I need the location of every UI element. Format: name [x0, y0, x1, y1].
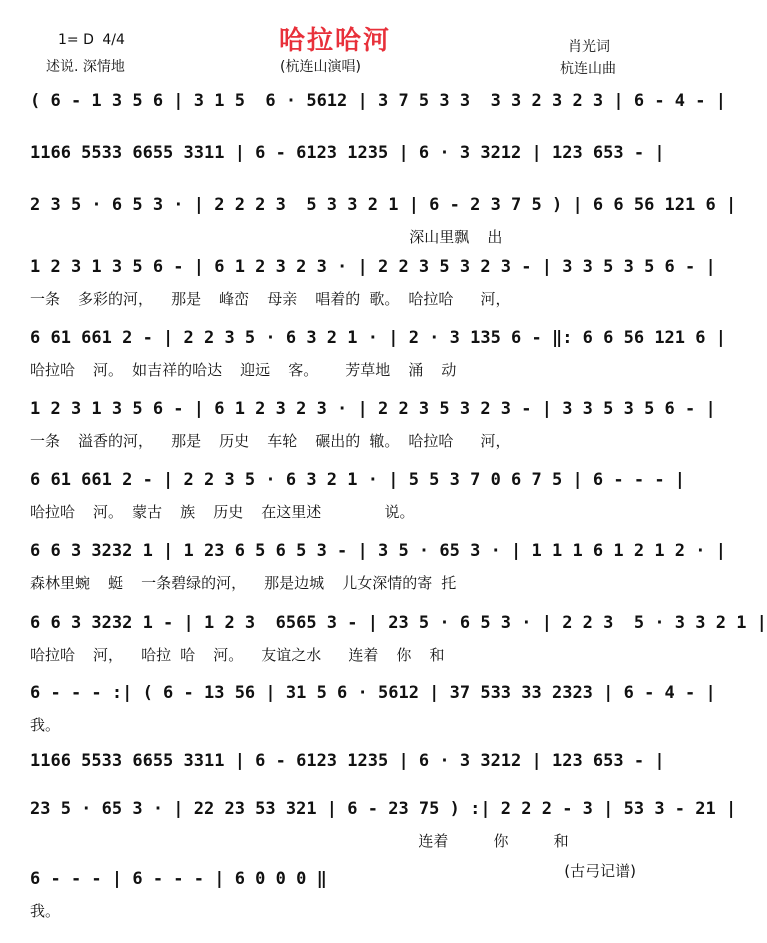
notation-row: 1166 5533 6655 3311 | 6 - 6123 1235 | 6 · 3 3212 | 123 653 - | [30, 143, 665, 163]
performance-mood: 述说. 深情地 [46, 59, 125, 75]
lyrics-row: 一条 溢香的河， 那是 历史 车轮 碾出的 辙。 哈拉哈 河， [30, 432, 511, 450]
notation-row: 1166 5533 6655 3311 | 6 - 6123 1235 | 6 · 3 3212 | 123 653 - | [30, 751, 665, 771]
singer-credit: (杭连山演唱) [280, 59, 361, 75]
notation-row: 6 61 661 2 - | 2 2 3 5 · 6 3 2 1 · | 2 · 3 135 6 - ‖: 6 6 56 121 6 | [30, 328, 726, 348]
lyrics-row: 我。 [30, 716, 61, 734]
key-signature [58, 32, 125, 48]
notation-row: 6 6 3 3232 1 | 1 23 6 5 6 5 3 - | 3 5 · 65 3 · | 1 1 1 6 1 2 1 2 · | [30, 541, 726, 561]
score-line [30, 396, 716, 460]
lyrics-row: 哈拉哈 河。 蒙古 族 历史 在这里述 说。 [30, 503, 415, 521]
score-line [30, 467, 686, 531]
notation-row: 6 - - - | 6 - - - | 6 0 0 0 ‖ [30, 869, 327, 889]
score-line [30, 325, 726, 389]
lyrics-row: 哈拉哈 河。 如吉祥的哈达 迎远 客。 芳草地 涌 动 [30, 361, 457, 379]
notation-row: 1 2 3 1 3 5 6 - | 6 1 2 3 2 3 · | 2 2 3 5 3 2 3 - | 3 3 5 3 5 6 - | [30, 399, 716, 419]
notation-row: 6 61 661 2 - | 2 2 3 5 · 6 3 2 1 · | 5 5 3 7 0 6 7 5 | 6 - - - | [30, 470, 686, 490]
score-line [30, 610, 767, 674]
key-label: 1= D [58, 32, 94, 48]
lyrics-row: 连着 你 和 [30, 832, 569, 850]
lyrics-row: 一条 多彩的河， 那是 峰峦 母亲 唱着的 歌。 哈拉哈 河， [30, 290, 511, 308]
lyrics-row: 我。 [30, 902, 61, 920]
score-line [30, 538, 726, 602]
lyricist-credit: 肖光词 [568, 39, 610, 55]
score-line [30, 680, 716, 744]
lyrics-row: 森林里蜿 蜓 一条碧绿的河， 那是边城 儿女深情的寄 托 [30, 574, 457, 592]
notation-row: ( 6 - 1 3 5 6 | 3 1 5 6 · 5612 | 3 7 5 3 3 3 3 2 3 2 3 | 6 - 4 - | [30, 91, 726, 111]
composer-credit: 杭连山曲 [560, 61, 616, 77]
score-line [30, 796, 737, 860]
score-line [30, 192, 737, 256]
notation-row: 23 5 · 65 3 · | 22 23 53 321 | 6 - 23 75 ) :| 2 2 2 - 3 | 53 3 - 21 | [30, 799, 737, 819]
notation-row: 2 3 5 · 6 5 3 · | 2 2 2 3 5 3 3 2 1 | 6 - 2 3 7 5 ) | 6 6 56 121 6 | [30, 195, 737, 215]
song-title: 哈拉哈河 [278, 26, 391, 56]
score-line [30, 866, 640, 930]
notation-row: 1 2 3 1 3 5 6 - | 6 1 2 3 2 3 · | 2 2 3 5 3 2 3 - | 3 3 5 3 5 6 - | [30, 257, 716, 277]
score-line [30, 254, 716, 318]
lyrics-row: 哈拉哈 河， 哈拉 哈 河。 友谊之水 连着 你 和 [30, 646, 445, 664]
transcriber-credit: (古弓记谱) [564, 862, 636, 880]
notation-row: 6 6 3 3232 1 - | 1 2 3 6565 3 - | 23 5 · 6 5 3 · | 2 2 3 5 · 3 3 2 1 | [30, 613, 767, 633]
time-signature: 4/4 [102, 32, 125, 48]
notation-row: 6 - - - :| ( 6 - 13 56 | 31 5 6 · 5612 | 37 533 33 2323 | 6 - 4 - | [30, 683, 716, 703]
lyrics-row: 深山里飘 出 [30, 228, 503, 246]
